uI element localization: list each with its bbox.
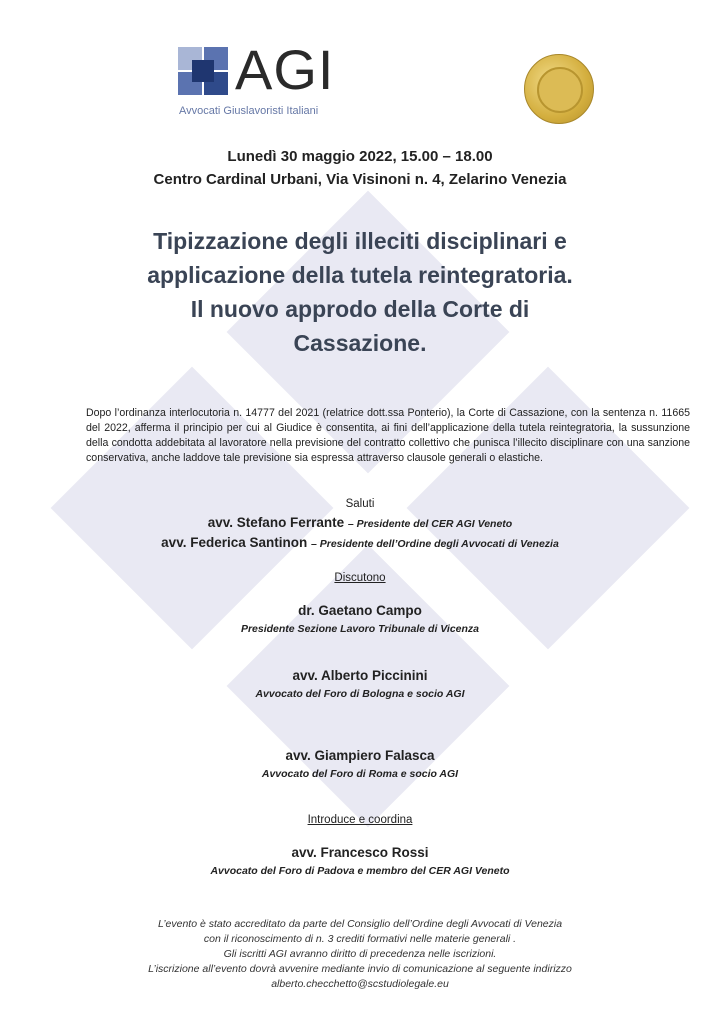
saluti-person-1-name: avv. Stefano Ferrante (207, 515, 345, 530)
title-line-1: Tipizzazione degli illeciti disciplinari e (153, 228, 567, 254)
logo-subtitle: Avvocati Giuslavoristi Italiani (179, 105, 319, 117)
speaker-2-role: Avvocato del Foro di Bologna e socio AGI (255, 688, 465, 700)
accreditation-footer (0, 917, 720, 992)
speaker-3-role: Avvocato del Foro di Roma e socio AGI (261, 768, 459, 780)
saluti-label: Saluti (345, 498, 375, 510)
gold-seal-icon (524, 54, 594, 124)
discutono-label: Discutono (334, 572, 386, 584)
footer-line-3: Gli iscritti AGI avranno diritto di precedenza nelle iscrizioni. (223, 948, 497, 960)
speaker-1-role: Presidente Sezione Lavoro Tribunale di Vicenza (240, 623, 480, 635)
saluti-person-2-role: – Presidente dell’Ordine degli Avvocati di Venezia (311, 538, 559, 550)
bg-diamond-bottom (227, 545, 510, 828)
footer-email: alberto.checchetto@scstudiolegale.eu (271, 978, 449, 990)
title-line-4: Cassazione. (293, 330, 427, 356)
event-venue: Centro Cardinal Urbani, Via Visinoni n. 4, Zelarino Venezia (153, 171, 567, 188)
speaker-3-name: avv. Giampiero Falasca (285, 748, 435, 763)
logo-squares-icon (178, 47, 228, 95)
speaker-2-name: avv. Alberto Piccinini (292, 668, 428, 683)
footer-line-4: L’iscrizione all’evento dovrà avvenire mediante invio di comunicazione al seguente indirizzo (148, 963, 572, 975)
saluti-person-2-name: avv. Federica Santinon (161, 535, 308, 550)
title-line-2: applicazione della tutela reintegratoria. (147, 262, 573, 288)
coordinator-role: Avvocato del Foro di Padova e membro del CER AGI Veneto (210, 865, 510, 877)
event-date-time: Lunedì 30 maggio 2022, 15.00 – 18.00 (227, 148, 493, 165)
title-line-3: Il nuovo approdo della Corte di (190, 296, 530, 322)
intro-paragraph: Dopo l’ordinanza interlocutoria n. 14777 del 2021 (relatrice dott.ssa Ponterio), la Corte di Cassazione, con la sentenza n. 11665 del 2022, afferma il principio per cui al Giudice è consentita, ai fini dell’applicazione della tutela reintegratoria, la sussunzione della condotta addebitata al lavoratore nella previsione del contratto collettivo che punisca l’illecito disciplinare con una sanzione conservativa, anche laddove tale previsione sia espressa attraverso clausole generali o elastiche. (86, 407, 690, 464)
saluti-person-1-role: – Presidente del CER AGI Veneto (347, 518, 513, 530)
seal-inner (537, 67, 583, 113)
footer-line-1: L’evento è stato accreditato da parte del Consiglio dell’Ordine degli Avvocati di Venezia (157, 918, 563, 930)
event-title (0, 224, 720, 360)
coordinator-name: avv. Francesco Rossi (291, 845, 429, 860)
speaker-1-name: dr. Gaetano Campo (298, 603, 422, 618)
footer-line-2: con il riconoscimento di n. 3 crediti formativi nelle materie generali . (203, 933, 517, 945)
saluti-person-1 (0, 515, 720, 530)
coordina-label: Introduce e coordina (307, 814, 413, 826)
saluti-person-2 (0, 535, 720, 550)
logo-word: AGI (235, 38, 335, 101)
